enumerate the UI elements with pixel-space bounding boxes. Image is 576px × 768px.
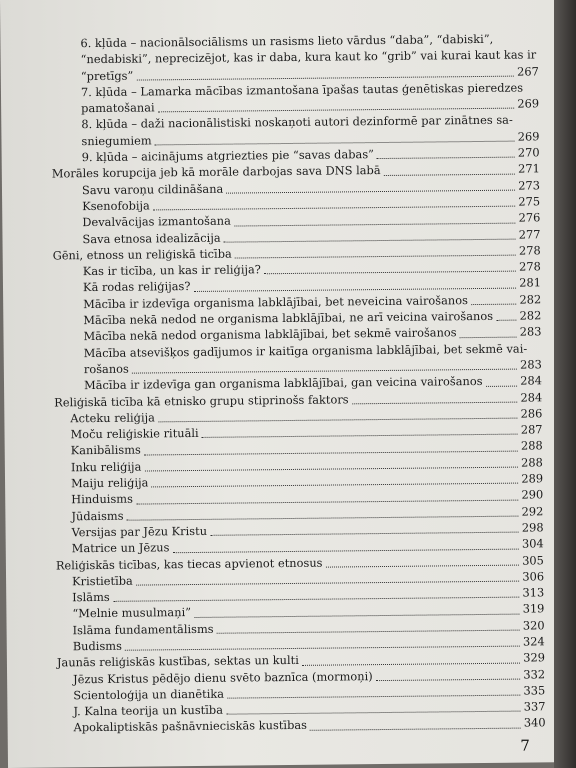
toc-entry-page: 319 <box>522 601 545 616</box>
toc-entry-title: “Melnie musulmaņi” <box>72 605 192 621</box>
toc-leader-dots <box>326 564 519 567</box>
toc-entry-page: 332 <box>523 666 546 682</box>
toc-entry-page: 273 <box>518 178 541 193</box>
toc-entry-title: Gēni, etnoss un reliģiskā ticība <box>52 246 232 263</box>
toc-entry-title: Jūdaisms <box>71 508 124 523</box>
toc-entry-page: 281 <box>519 275 542 291</box>
toc-entry-title: Mācība nekā nedod ne organisma labklājībai, ne arī veicina vairošanos <box>83 308 494 328</box>
toc-entry-title: Savu varoņu cildināšana <box>81 181 224 197</box>
toc-entry-title: Budisms <box>72 638 122 654</box>
toc-entry-title: Reliģiskās ticības, kas tiecas apvienot etnosus <box>55 555 323 572</box>
toc-entry-page: 313 <box>522 585 545 600</box>
toc-leader-dots <box>264 271 516 275</box>
toc-entry-page: 290 <box>521 487 544 502</box>
page-edge-shadow <box>554 0 576 768</box>
toc-entry-page: 329 <box>523 650 545 665</box>
toc-leader-dots <box>352 401 518 404</box>
toc-entry-page: 283 <box>519 324 542 339</box>
toc-entry-page: 288 <box>521 455 543 470</box>
toc-entry-page: 324 <box>522 634 545 649</box>
toc-entry-title: Ksenofobija <box>82 198 150 214</box>
toc-entry-title: Apokaliptiskās pašnāvnieciskās kustības <box>73 718 308 735</box>
toc-entry-page: 275 <box>518 194 541 209</box>
toc-leader-dots <box>235 255 516 259</box>
toc-entry-title: pamatošanai <box>81 100 155 116</box>
page-number: 7 <box>520 736 530 755</box>
toc-entry-title: 6. kļūda – nacionālsociālisms un rasisms lieto vārdus “daba”, “dabiski”, <box>80 31 494 51</box>
toc-entry-page: 276 <box>518 210 541 225</box>
toc-entry-title: 8. kļūda – daži nacionālistiski noskaņoti autori dezinformē par zinātnes sa- <box>81 113 513 132</box>
toc-entry-page: 306 <box>522 569 545 584</box>
toc-entry-title: Mācība atsevišķos gadījumos ir kaitīga organisma labklājībai, bet sekmē vai- <box>83 341 528 360</box>
toc-entry-page: 271 <box>517 161 540 176</box>
toc-entry-page: 340 <box>523 715 546 731</box>
toc-leader-dots <box>226 190 515 194</box>
toc-entry-title: Matrice un Jēzus <box>71 540 170 556</box>
toc-entry-page: 320 <box>522 618 545 633</box>
toc-entry-page: 284 <box>520 389 543 405</box>
toc-entry-title: Maiju reliģija <box>70 475 149 491</box>
toc-entry-title: Morāles korupcija jeb kā morāle darbojas sava DNS labā <box>51 163 381 181</box>
toc-entry-title: Hinduisms <box>71 491 133 507</box>
toc-entry-title: Islāma fundamentālisms <box>72 621 214 637</box>
toc-entry-page: 335 <box>523 683 546 698</box>
toc-entry-title: J. Kalna teorija un kustība <box>73 702 224 719</box>
toc-entry-title: rošanos <box>83 361 129 377</box>
toc-entry-title: sniegumiem <box>81 133 152 148</box>
toc-entry-title: Mācība ir izdevīga gan organisma labklājībai, gan veicina vairošanos <box>83 374 483 393</box>
toc-entry-title: Kā rodas reliģijas? <box>82 279 191 295</box>
table-of-contents <box>50 30 545 736</box>
toc-entry-page: 284 <box>520 373 543 388</box>
toc-entry-title: Inku reliģija <box>70 459 142 475</box>
toc-entry-page: 283 <box>520 357 542 372</box>
toc-entry-page: 267 <box>516 63 539 79</box>
toc-entry-page: 289 <box>521 471 544 486</box>
toc-leader-dots <box>310 727 521 730</box>
toc-entry-title: Jēzus Kristus pēdējo dienu svēto baznīca (mormoņi) <box>73 668 373 686</box>
toc-entry-page: 287 <box>520 422 543 437</box>
toc-entry-title: Kas ir ticība, un kas ir reliģija? <box>82 262 261 279</box>
toc-entry-title: 7. kļūda – Lamarka mācības izmantošana īpašas tautas ģenētiskas pieredzes <box>80 80 524 100</box>
toc-entry-page: 292 <box>521 503 544 519</box>
toc-entry-title: Islāms <box>72 589 110 605</box>
toc-entry-title: Jaunās reliģiskās kustības, sektas un kulti <box>56 653 299 670</box>
toc-entry-title: Reliģiskā ticība kā etnisko grupu stiprinošs faktors <box>54 391 349 409</box>
toc-entry-title: Kanibālisms <box>70 442 141 458</box>
toc-entry-page: 269 <box>517 96 540 111</box>
toc-entry-title: “nedabiski”, neprecizējot, kas ir daba, kura kaut ko “grib” vai kurai kaut kas ir <box>80 47 537 67</box>
toc-entry-page: 277 <box>518 226 541 242</box>
toc-entry-page: 298 <box>521 520 544 535</box>
toc-leader-dots <box>234 222 515 226</box>
toc-leader-dots <box>224 238 516 242</box>
toc-entry-title: Acteku reliģija <box>70 410 155 426</box>
toc-entry-title: Moču reliģiskie rituāli <box>70 426 199 442</box>
toc-leader-dots <box>496 320 516 321</box>
toc-entry-title: 9. kļūda – aicinājums atgriezties pie “savas dabas” <box>81 147 375 165</box>
toc-entry-title: Mācība nekā nedod organisma labklājībai, bet sekmē vairošanos <box>83 325 457 344</box>
toc-entry-page: 282 <box>519 308 542 323</box>
toc-leader-dots <box>471 304 516 305</box>
toc-entry-page: 337 <box>523 699 546 714</box>
toc-entry-title: Scientoloģija un dianētika <box>73 686 225 703</box>
toc-entry-title: Sava etnosa idealizācija <box>82 230 221 246</box>
toc-entry-page: 282 <box>519 292 542 307</box>
toc-entry-page: 278 <box>518 243 541 258</box>
toc-entry-title: “pretīgs” <box>80 68 134 83</box>
toc-entry-title: Kristietība <box>72 573 133 589</box>
toc-leader-dots <box>377 157 515 159</box>
toc-entry-page: 270 <box>517 145 540 160</box>
toc-entry-page: 286 <box>520 406 543 421</box>
toc-leader-dots <box>486 385 517 386</box>
toc-entry-title: Versijas par Jēzu Kristu <box>71 523 208 540</box>
toc-leader-dots <box>302 662 520 665</box>
toc-entry-page: 269 <box>517 129 540 144</box>
toc-leader-dots <box>384 173 515 175</box>
toc-entry-page: 278 <box>518 259 541 274</box>
toc-entry-title: Mācība ir izdevīga organisma labklājībai, bet neveicina vairošanos <box>83 292 468 311</box>
toc-entry-page: 304 <box>521 536 544 551</box>
toc-leader-dots <box>460 336 517 338</box>
toc-entry-page: 288 <box>520 438 543 453</box>
toc-entry-page: 305 <box>522 552 544 568</box>
toc-entry-title: Devalvācijas izmantošana <box>82 213 231 230</box>
toc-leader-dots <box>376 678 520 681</box>
